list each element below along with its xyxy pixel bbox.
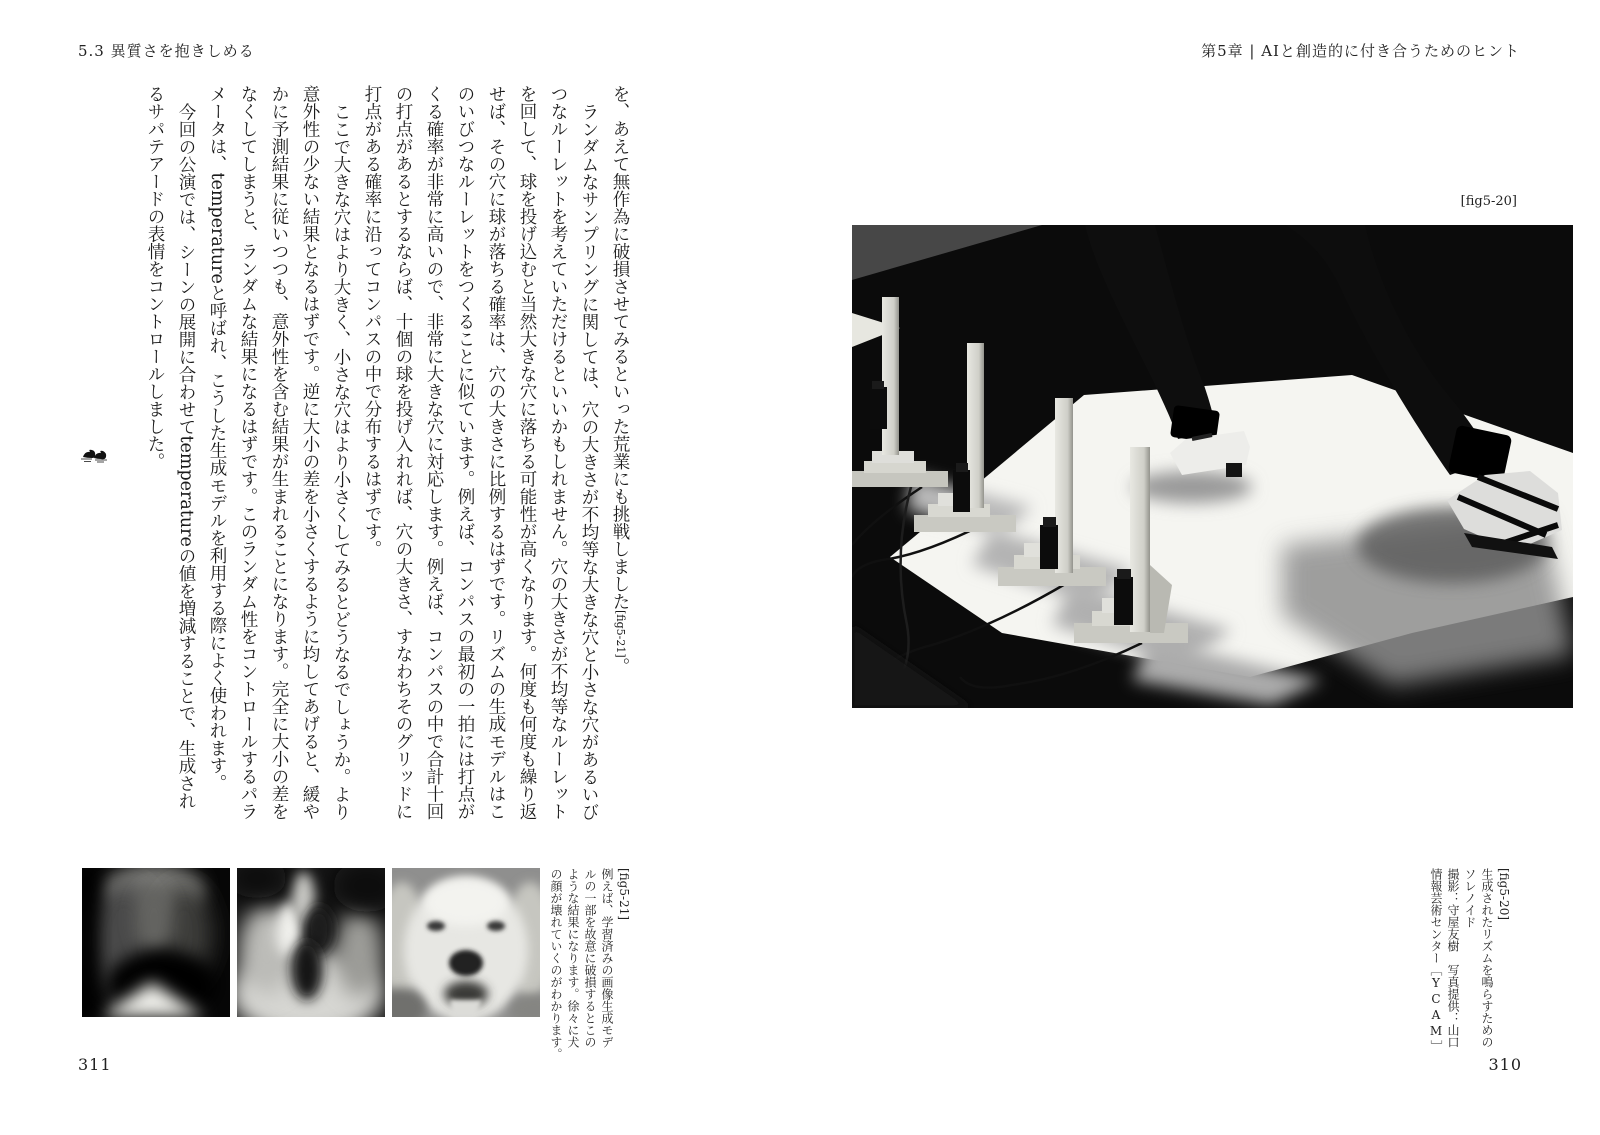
generated-image-dog-face: [392, 868, 540, 1017]
figure-label: [fig5-20]: [1460, 194, 1517, 209]
paragraph-1-text: を、あえて無作為に破損させてみるといった荒業にも挑戦しました: [610, 85, 630, 610]
caption-line: ような結果になります。徐々に犬: [566, 868, 580, 1048]
chapter-header: 第5章 | AIと創造的に付き合うためのヒント: [1201, 42, 1520, 60]
wave-ornament-icon: [80, 446, 108, 464]
figure-reference: [fig5-21]: [614, 610, 627, 658]
caption-line: 情報芸術センター［YCAM］: [1429, 868, 1443, 1052]
ycam-acronym: YCAM: [1429, 976, 1443, 1040]
caption-line: ソレノイド: [1463, 868, 1477, 928]
body-text: [139, 85, 636, 821]
caption-line: 例えば、学習済みの画像生成モデ: [600, 868, 614, 1048]
caption-line: ルの一部を故意に破損するとこの: [583, 868, 597, 1048]
caption-label: [fig5-20]: [1497, 868, 1511, 921]
paragraph-1: [604, 85, 636, 821]
section-header: 5.3 異質さを抱きしめる: [78, 42, 255, 60]
figure-caption-fig5-20: [1427, 868, 1512, 1064]
generated-image-degraded-1: [82, 868, 230, 1017]
stage-photo: [852, 225, 1573, 708]
figure-caption-fig5-21: [547, 868, 632, 1064]
caption-line: の顔が壊れていくのがわかります。: [549, 868, 563, 1060]
caption-label: [fig5-21]: [617, 868, 631, 921]
caption-line: 撮影：守屋友樹 写真提供：山口: [1446, 868, 1460, 1048]
paragraph-3: ここで大きな穴はより大きく、小さな穴はより小さくしてみるとどうなるでしょうか。より意外性の少ない結果となるはずです。逆に大小の差を小さくするように均してあげると、緩やかに予測結果に従いつつも、意外性を含む結果が生まれることになります。完全に大小の差をなくしてしまうと、ランダムな結果になるはずです。このランダム性をコントロールするパラメータは、temperatureと呼ばれ、こうした生成モデルを利用する際によく使われます。: [207, 85, 351, 820]
page-number-right: 310: [1488, 1055, 1522, 1074]
caption-line: 生成されたリズムを鳴らすための: [1480, 868, 1494, 1048]
paragraph-2: ランダムなサンプリングに関しては、穴の大きさが不均等な大きな穴と小さな穴があるいびつなルーレットを考えていただけるといいかもしれません。穴の大きさが不均等なルーレットを回して、球を投げ込むと当然大きな穴に落ちる可能性が高くなります。何度も何度も繰り返せば、その穴に球が落ちる確率は、穴の大きさに比例するはずです。リズムの生成モデルはこのいびつなルーレットをつくることに似ています。例えば、コンパスの最初の一拍には打点がくる確率が非常に高いので、非常に大きな穴に対応します。例えば、コンパスの中で合計十回の打点があるとするならば、十個の球を投げ入れれば、穴の大きさ、すなわちそのグリッドに打点がある確率に沿ってコンパスの中で分布するはずです。: [362, 85, 599, 820]
generated-image-degraded-2: [237, 868, 385, 1017]
page-number-left: 311: [78, 1055, 112, 1074]
paragraph-1-period: 。: [610, 657, 630, 676]
paragraph-4: 今回の公演では、シーンの展開に合わせてtemperatureの値を増減することで、生成されるサパテアードの表情をコントロールしました。: [145, 85, 196, 809]
